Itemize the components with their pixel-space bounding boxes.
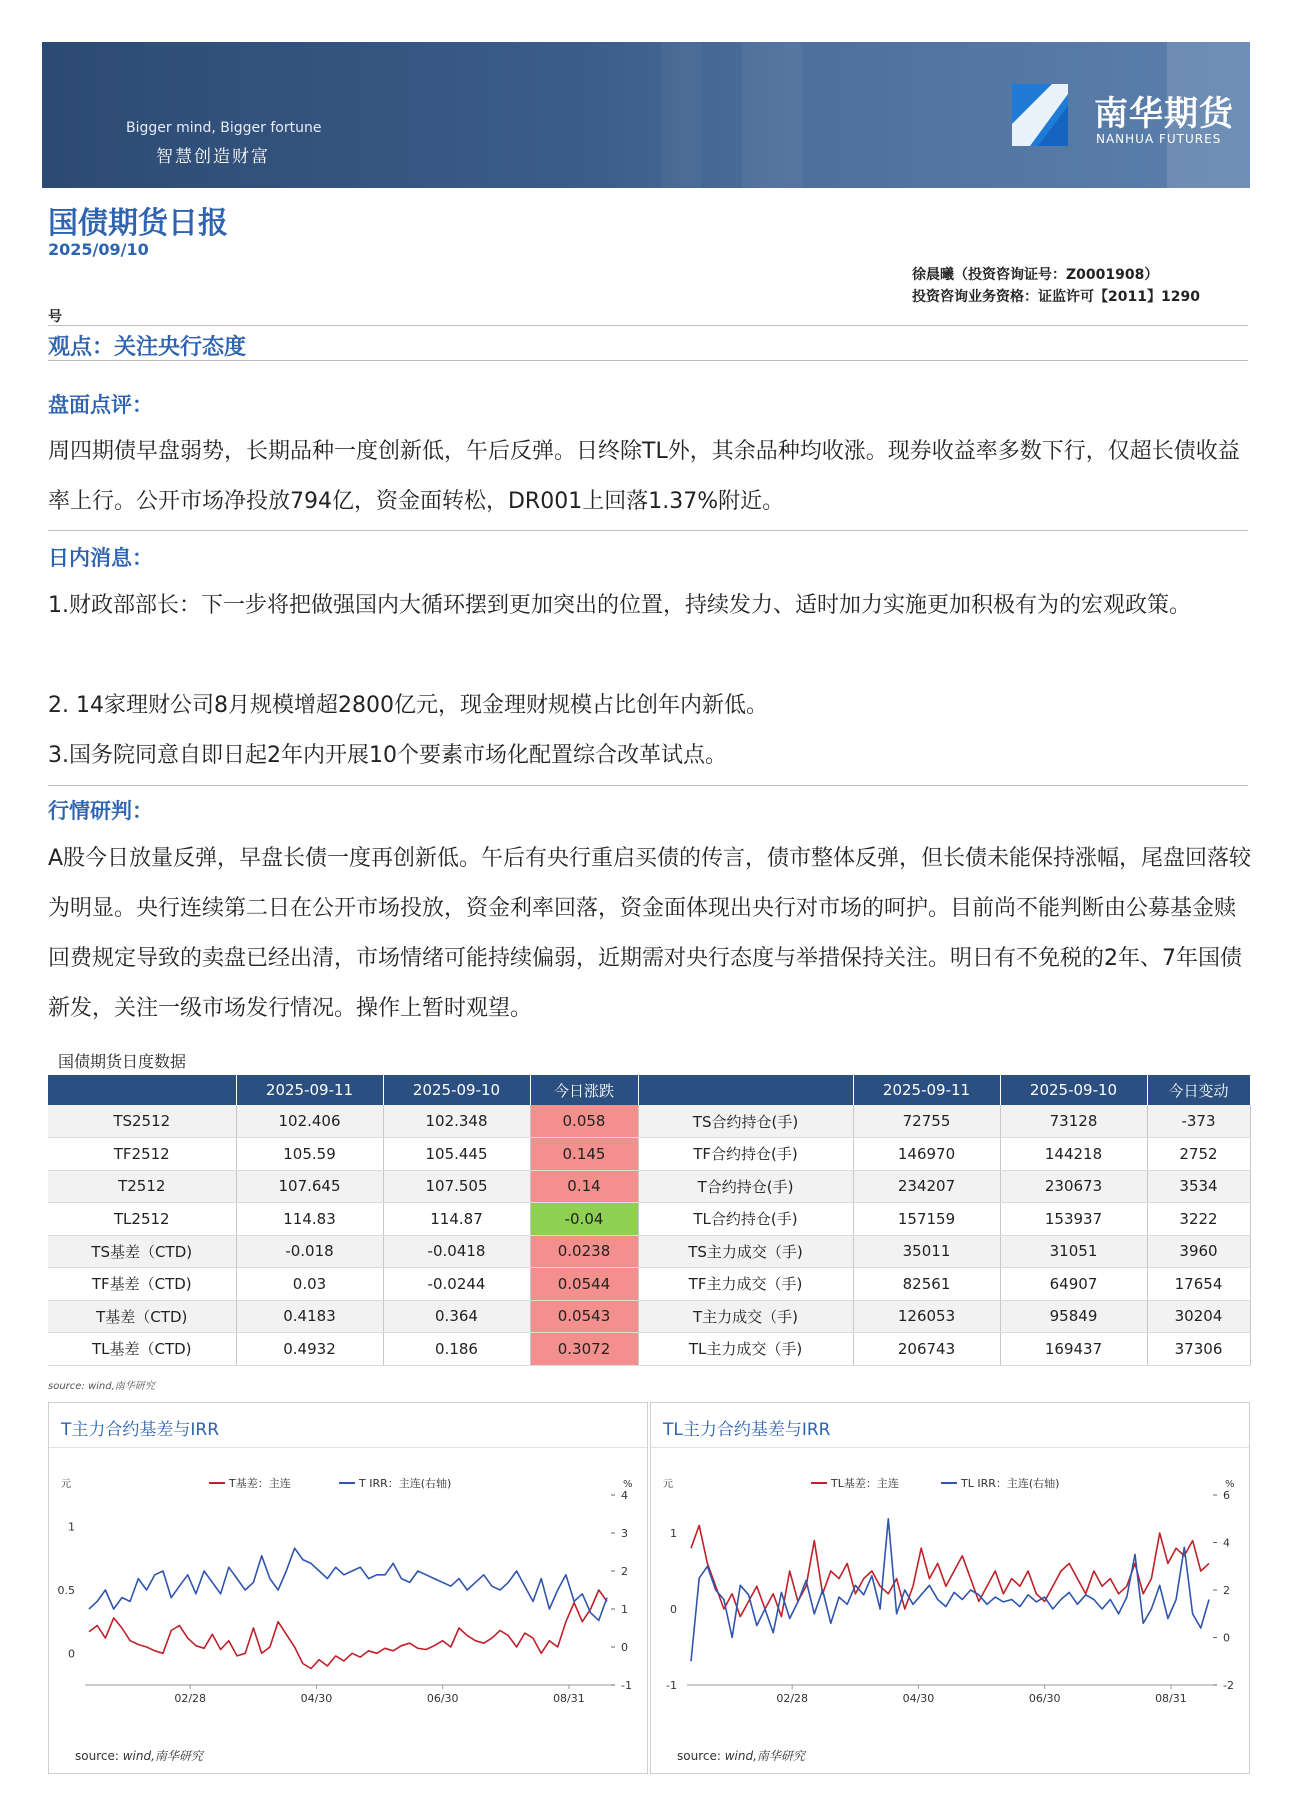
table-cell: TL主力成交（手): [638, 1333, 853, 1366]
table-title: 国债期货日度数据: [58, 1052, 187, 1071]
table-cell: TS2512: [48, 1105, 236, 1138]
table-cell: 102.348: [383, 1105, 530, 1138]
analyst-line-1: 徐晨曦（投资咨询证号：Z0001908）: [912, 267, 1159, 283]
table-header-row: [48, 1075, 1250, 1105]
analyst-line-3: 号: [48, 309, 62, 325]
change-cell: 0.0543: [530, 1300, 638, 1333]
table-cell: 17654: [1147, 1268, 1250, 1301]
chart-panel-tl: [650, 1402, 1250, 1774]
table-cell: 31051: [1000, 1235, 1147, 1268]
table-cell: 35011: [853, 1235, 1000, 1268]
table-cell: 105.59: [236, 1138, 383, 1171]
x-tick-label: 06/30: [426, 1692, 459, 1705]
table-header-cell: [48, 1075, 236, 1105]
table-cell: TF2512: [48, 1138, 236, 1171]
series-line: [691, 1519, 1209, 1662]
table-cell: 234207: [853, 1170, 1000, 1203]
chart-svg-tl: [651, 1403, 1251, 1775]
chart-source: [677, 1747, 805, 1764]
table-header-cell: 2025-09-10: [1000, 1075, 1147, 1105]
change-cell: 0.0544: [530, 1268, 638, 1301]
table-row: [48, 1300, 1250, 1333]
table-row: [48, 1203, 1250, 1236]
table-cell: -0.018: [236, 1235, 383, 1268]
table-cell: 30204: [1147, 1300, 1250, 1333]
left-tick-label: 0.5: [57, 1584, 75, 1597]
left-axis-unit: 元: [61, 1479, 71, 1490]
table-cell: T2512: [48, 1170, 236, 1203]
x-tick-label: 06/30: [1028, 1692, 1061, 1705]
table-header-cell: 今日变动: [1147, 1075, 1250, 1105]
table-cell: 95849: [1000, 1300, 1147, 1333]
report-title: 国债期货日报: [48, 206, 228, 241]
chart-panel-t: [48, 1402, 648, 1774]
header-banner: [42, 42, 1250, 188]
table-cell: 126053: [853, 1300, 1000, 1333]
table-cell: 73128: [1000, 1105, 1147, 1138]
right-tick-label: 4: [1223, 1536, 1230, 1550]
table-header-cell: 今日涨跌: [530, 1075, 638, 1105]
right-axis-unit: %: [1225, 1479, 1235, 1490]
chart-source-name: wind,南华研究: [724, 1749, 805, 1763]
table-cell: T主力成交（手): [638, 1300, 853, 1333]
change-cell: 0.14: [530, 1170, 638, 1203]
legend-label: TL IRR：主连(右轴): [961, 1477, 1060, 1490]
x-tick-label: 02/28: [776, 1692, 809, 1705]
right-tick-label: 4: [621, 1489, 628, 1502]
divider: [48, 785, 1248, 786]
table-cell: 0.03: [236, 1268, 383, 1301]
left-tick-label: 0: [68, 1647, 75, 1661]
analyst-line-2: 投资咨询业务资格：证监许可【2011】1290: [912, 289, 1200, 305]
table-cell: 0.186: [383, 1333, 530, 1366]
table-row: [48, 1333, 1250, 1366]
table-cell: TL2512: [48, 1203, 236, 1236]
market-comment-text: 周四期债早盘弱势，长期品种一度创新低，午后反弹。日终除TL外，其余品种均收涨。现券收益率多数下行，仅超长债收益率上行。公开市场净投放794亿，资金面转松，DR001上回落1.37%附近。: [48, 439, 1240, 514]
table-cell: TF主力成交（手): [638, 1268, 853, 1301]
right-tick-label: 0: [621, 1641, 628, 1654]
chart-source: [75, 1747, 203, 1764]
x-tick-label: 04/30: [300, 1692, 333, 1705]
table-cell: TF基差（CTD): [48, 1268, 236, 1301]
table-cell: -373: [1147, 1105, 1250, 1138]
right-tick-label: 2: [1223, 1584, 1230, 1597]
news-item-1: 1.财政部部长：下一步将把做强国内大循环摆到更加突出的位置，持续发力、适时加力实施更加积极有为的宏观政策。: [48, 593, 1191, 618]
divider: [48, 530, 1248, 531]
right-tick-label: 2: [621, 1565, 628, 1578]
right-tick-label: 3: [621, 1527, 628, 1540]
table-cell: 2752: [1147, 1138, 1250, 1171]
chart-title: T主力合约基差与IRR: [61, 1420, 220, 1440]
table-cell: TF合约持仓(手): [638, 1138, 853, 1171]
logo-text-cn: 南华期货: [1094, 94, 1234, 134]
legend-label: T基差：主连: [229, 1477, 291, 1490]
change-cell: -0.04: [530, 1203, 638, 1236]
table-cell: 105.445: [383, 1138, 530, 1171]
left-axis-unit: 元: [663, 1479, 673, 1490]
right-tick-label: -1: [621, 1679, 632, 1692]
table-cell: -0.0418: [383, 1235, 530, 1268]
table-cell: 3960: [1147, 1235, 1250, 1268]
table-cell: T基差（CTD): [48, 1300, 236, 1333]
judgment-heading: 行情研判：: [48, 799, 153, 823]
series-line: [89, 1590, 607, 1669]
chart-source-prefix: source:: [677, 1749, 721, 1763]
left-tick-label: -1: [666, 1679, 677, 1692]
legend-label: TL基差：主连: [831, 1477, 899, 1490]
chart-source-name: wind,南华研究: [122, 1749, 203, 1763]
table-cell: 153937: [1000, 1203, 1147, 1236]
table-cell: 157159: [853, 1203, 1000, 1236]
table-header-cell: 2025-09-11: [853, 1075, 1000, 1105]
table-cell: 3222: [1147, 1203, 1250, 1236]
table-cell: 169437: [1000, 1333, 1147, 1366]
table-header-cell: 2025-09-10: [383, 1075, 530, 1105]
tagline-cn: 智慧创造财富: [156, 147, 270, 167]
table-cell: 146970: [853, 1138, 1000, 1171]
tagline-en: Bigger mind, Bigger fortune: [126, 120, 322, 136]
table-cell: 114.83: [236, 1203, 383, 1236]
table-cell: 82561: [853, 1268, 1000, 1301]
table-cell: 102.406: [236, 1105, 383, 1138]
table-cell: 206743: [853, 1333, 1000, 1366]
market-comment-heading: 盘面点评：: [48, 393, 153, 417]
daily-data-table: [48, 1075, 1251, 1366]
table-cell: 0.4183: [236, 1300, 383, 1333]
change-cell: 0.0238: [530, 1235, 638, 1268]
table-cell: 107.645: [236, 1170, 383, 1203]
judgment-text: A股今日放量反弹，早盘长债一度再创新低。午后有央行重启买债的传言，债市整体反弹，但长债未能保持涨幅，尾盘回落较为明显。央行连续第二日在公开市场投放，资金利率回落，资金面体现出央行对市场的呵护。目前尚不能判断由公募基金赎回费规定导致的卖盘已经出清，市场情绪可能持续偏弱，近期需对央行态度与举措保持关注。明日有不免税的2年、7年国债新发，关注一级市场发行情况。操作上暂时观望。: [48, 846, 1252, 1021]
news-item-2: 2. 14家理财公司8月规模增超2800亿元，现金理财规模占比创年内新低。: [48, 693, 768, 718]
table-cell: 107.505: [383, 1170, 530, 1203]
right-tick-label: 1: [621, 1603, 628, 1616]
news-item-3: 3.国务院同意自即日起2年内开展10个要素市场化配置综合改革试点。: [48, 743, 727, 768]
table-row: [48, 1235, 1250, 1268]
logo-text-en: NANHUA FUTURES: [1096, 132, 1222, 146]
table-cell: TL基差（CTD): [48, 1333, 236, 1366]
right-tick-label: 6: [1223, 1489, 1230, 1502]
table-cell: T合约持仓(手): [638, 1170, 853, 1203]
chart-title: TL主力合约基差与IRR: [663, 1420, 831, 1440]
x-tick-label: 08/31: [553, 1692, 585, 1705]
right-tick-label: -2: [1223, 1679, 1234, 1692]
table-cell: 72755: [853, 1105, 1000, 1138]
change-cell: 0.3072: [530, 1333, 638, 1366]
table-row: [48, 1268, 1250, 1301]
table-cell: TL合约持仓(手): [638, 1203, 853, 1236]
series-line: [89, 1548, 607, 1620]
table-cell: 0.4932: [236, 1333, 383, 1366]
left-tick-label: 1: [68, 1520, 75, 1534]
left-tick-label: 0: [670, 1603, 677, 1616]
table-cell: TS合约持仓(手): [638, 1105, 853, 1138]
table-cell: 0.364: [383, 1300, 530, 1333]
legend-label: T IRR：主连(右轴): [359, 1477, 452, 1490]
table-cell: 114.87: [383, 1203, 530, 1236]
table-source: source: wind,南华研究: [48, 1381, 155, 1392]
table-cell: 144218: [1000, 1138, 1147, 1171]
left-tick-label: 1: [670, 1527, 677, 1540]
x-tick-label: 08/31: [1155, 1692, 1187, 1705]
table-row: [48, 1170, 1250, 1203]
table-row: [48, 1138, 1250, 1171]
divider: [48, 360, 1248, 361]
table-cell: TS基差（CTD): [48, 1235, 236, 1268]
table-cell: TS主力成交（手): [638, 1235, 853, 1268]
change-cell: 0.058: [530, 1105, 638, 1138]
table-cell: 37306: [1147, 1333, 1250, 1366]
x-tick-label: 04/30: [902, 1692, 935, 1705]
table-row: [48, 1105, 1250, 1138]
news-heading: 日内消息：: [48, 546, 153, 570]
table-header-cell: [638, 1075, 853, 1105]
chart-svg-t: [49, 1403, 649, 1775]
right-tick-label: 0: [1223, 1631, 1230, 1645]
chart-source-prefix: source:: [75, 1749, 119, 1763]
divider: [48, 325, 1248, 326]
right-axis-unit: %: [623, 1479, 633, 1490]
x-tick-label: 02/28: [174, 1692, 207, 1705]
table-cell: 230673: [1000, 1170, 1147, 1203]
report-date: 2025/09/10: [48, 240, 149, 259]
nanhua-logo-icon: [1012, 84, 1068, 146]
table-cell: 64907: [1000, 1268, 1147, 1301]
table-cell: -0.0244: [383, 1268, 530, 1301]
viewpoint-heading: 观点：关注央行态度: [48, 335, 247, 360]
change-cell: 0.145: [530, 1138, 638, 1171]
table-cell: 3534: [1147, 1170, 1250, 1203]
table-header-cell: 2025-09-11: [236, 1075, 383, 1105]
